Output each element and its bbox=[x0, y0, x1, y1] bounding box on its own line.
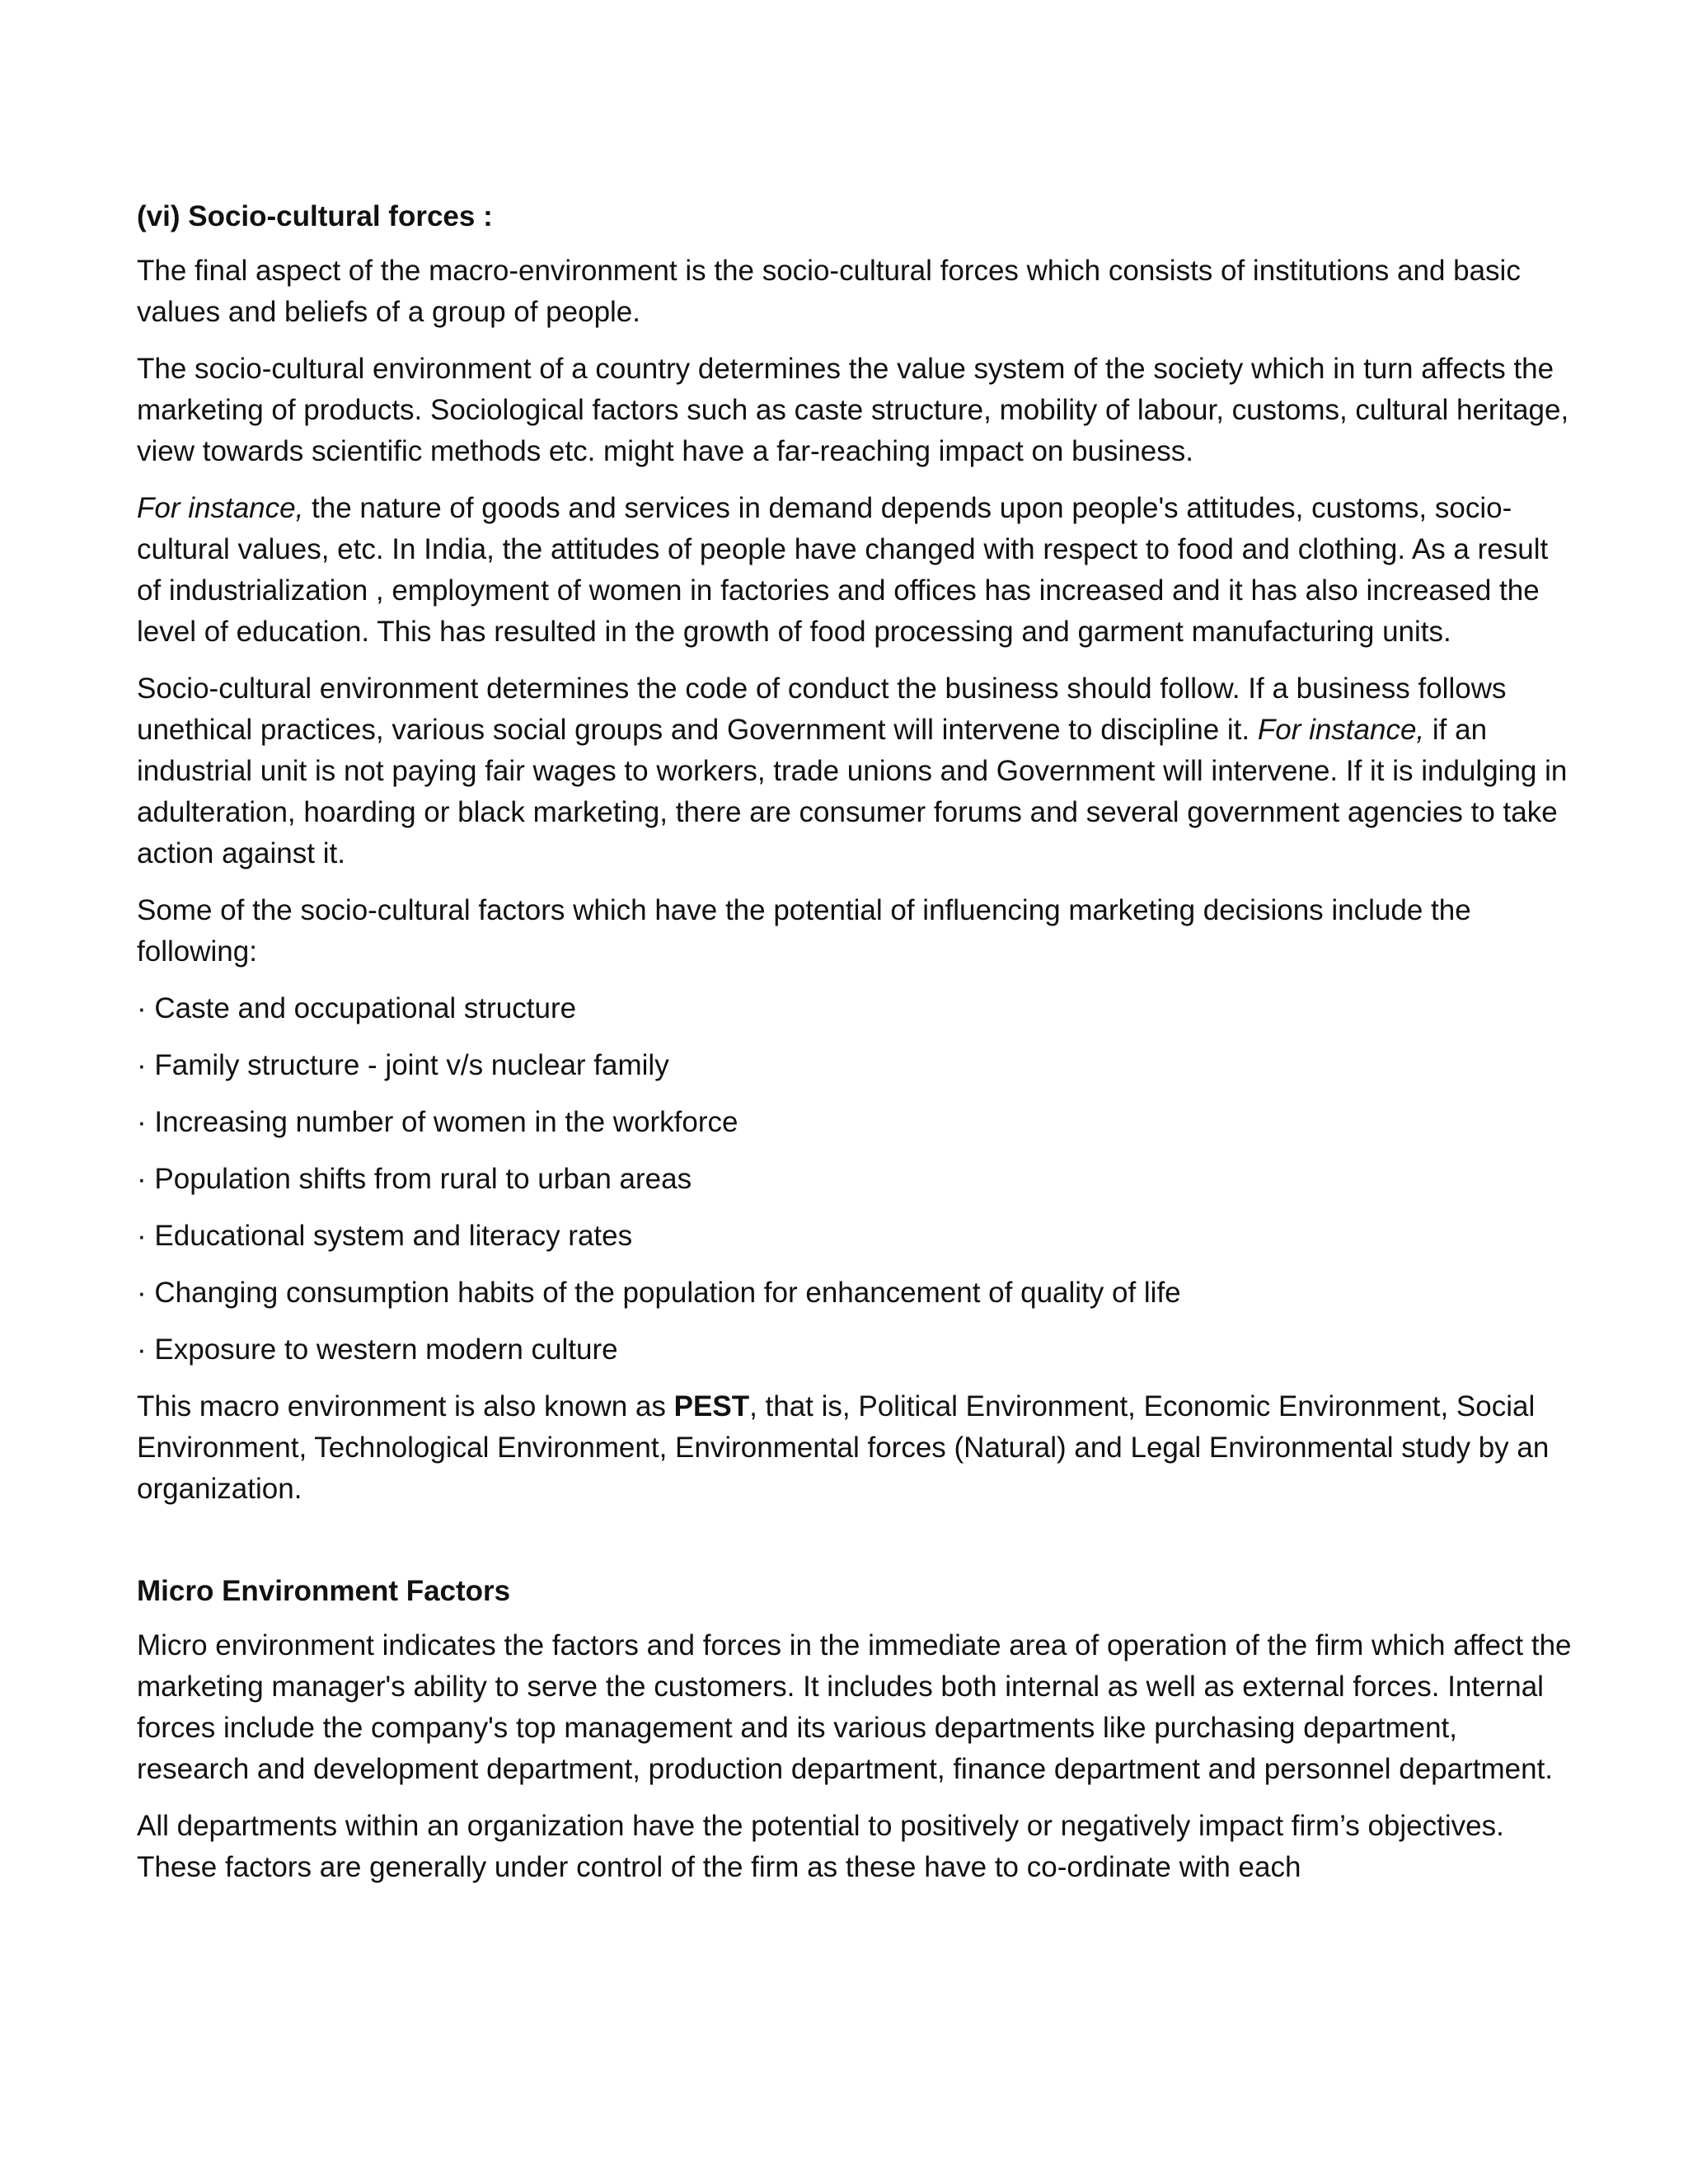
list-item: · Family structure - joint v/s nuclear family bbox=[137, 1049, 669, 1081]
list-item: · Exposure to western modern culture bbox=[137, 1333, 618, 1366]
paragraph-for-instance-goods bbox=[137, 488, 1573, 653]
paragraph-text: if an industrial unit is not paying fair wages to workers, trade unions and Government will intervene. If it is indulging in adulteration, hoarding or black marketing, there are consumer forums and several government agencies to take action against it. bbox=[137, 714, 1568, 869]
list-item: · Changing consumption habits of the population for enhancement of quality of life bbox=[137, 1277, 1181, 1309]
list-item: · Educational system and literacy rates bbox=[137, 1220, 633, 1252]
paragraph-factors-intro: Some of the socio-cultural factors which have the potential of influencing marketing decisions include the following: bbox=[137, 894, 1471, 968]
list-item: · Increasing number of women in the workforce bbox=[137, 1106, 738, 1138]
section-heading-micro-environment: Micro Environment Factors bbox=[137, 1575, 511, 1607]
paragraph-text: the nature of goods and services in demand depends upon people's attitudes, customs, socio-cultural values, etc. In India, the attitudes of people have changed with respect to food and clothing. As a result of industrialization , employment of women in factories and offices has increased and it has also increased the level of education. This has resulted in the growth of food processing and garment manufacturing units. bbox=[137, 492, 1549, 648]
paragraph-code-of-conduct bbox=[137, 668, 1573, 874]
paragraph-text: This macro environment is also known as bbox=[137, 1390, 674, 1422]
paragraph-value-system: The socio-cultural environment of a country determines the value system of the society which in turn affects the marketing of products. Sociological factors such as caste structure, mobility of labour, customs, cultural heritage, view towards scientific methods etc. might have a far-reaching impact on business. bbox=[137, 353, 1569, 467]
paragraph-text: , that is, Political Environment, Economic Environment, Social Environment, Technological Environment, Environmental forces (Natural) and Legal Environmental study by an organization. bbox=[137, 1390, 1550, 1505]
list-item: · Population shifts from rural to urban areas bbox=[137, 1163, 692, 1195]
italic-for-instance: For instance, bbox=[1257, 714, 1425, 746]
italic-for-instance: For instance, bbox=[137, 492, 304, 524]
list-item: · Caste and occupational structure bbox=[137, 992, 577, 1024]
paragraph-departments: All departments within an organization have the potential to positively or negatively impact firm’s objectives. These factors are generally under control of the firm as these have to co-ordinate with each bbox=[137, 1810, 1504, 1883]
bold-pest: PEST bbox=[673, 1390, 750, 1422]
section-spacer bbox=[137, 1526, 1573, 1571]
document-page bbox=[137, 196, 1573, 1904]
paragraph-micro-intro: Micro environment indicates the factors and forces in the immediate area of operation of the firm which affect the marketing manager's ability to serve the customers. It includes both internal as well as external forces. Internal forces include the company's top management and its various departments like purchasing department, research and development department, production department, finance department and personnel department. bbox=[137, 1629, 1572, 1785]
paragraph-text: Socio-cultural environment determines the code of conduct the business should follow. If a business follows unethical practices, various social groups and Government will intervene to discipline it. bbox=[137, 673, 1507, 746]
paragraph-intro: The final aspect of the macro-environment is the socio-cultural forces which consists of institutions and basic values and beliefs of a group of people. bbox=[137, 255, 1521, 328]
section-heading-socio-cultural: (vi) Socio-cultural forces : bbox=[137, 200, 493, 232]
paragraph-pest bbox=[137, 1386, 1573, 1510]
